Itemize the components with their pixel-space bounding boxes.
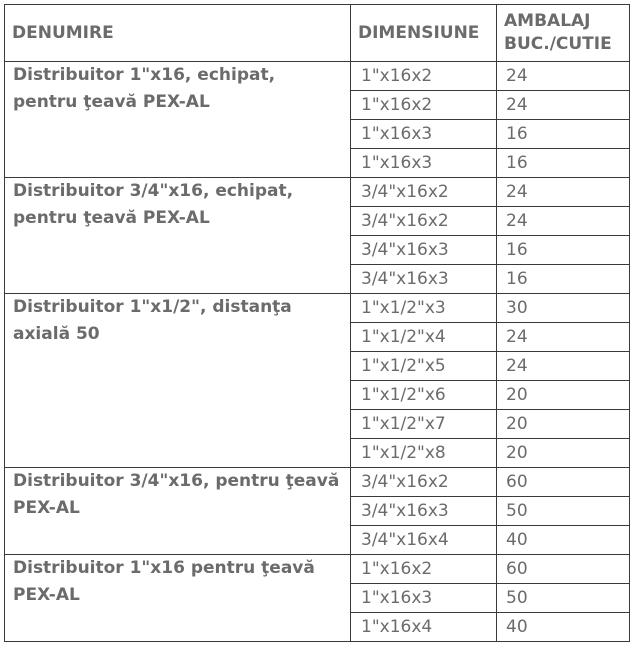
package-qty-cell: 60 (497, 555, 630, 584)
package-qty-cell: 16 (497, 236, 630, 265)
dimension-cell: 3/4"x16x2 (351, 178, 497, 207)
table-body (5, 62, 630, 642)
header-dimension: DIMENSIUNE (351, 5, 497, 62)
table-row (5, 178, 630, 207)
dimension-cell: 3/4"x16x3 (351, 265, 497, 294)
package-qty-cell: 24 (497, 91, 630, 120)
product-table (4, 4, 630, 642)
dimension-cell: 1"x16x2 (351, 91, 497, 120)
package-qty-cell: 20 (497, 410, 630, 439)
dimension-cell: 3/4"x16x2 (351, 207, 497, 236)
package-qty-cell: 40 (497, 613, 630, 642)
package-qty-cell: 16 (497, 120, 630, 149)
package-qty-cell: 30 (497, 294, 630, 323)
dimension-cell: 3/4"x16x3 (351, 497, 497, 526)
dimension-cell: 1"x1/2"x7 (351, 410, 497, 439)
package-qty-cell: 60 (497, 468, 630, 497)
package-qty-cell: 24 (497, 207, 630, 236)
dimension-cell: 1"x1/2"x5 (351, 352, 497, 381)
package-qty-cell: 50 (497, 584, 630, 613)
dimension-cell: 1"x16x3 (351, 584, 497, 613)
package-qty-cell: 24 (497, 178, 630, 207)
dimension-cell: 1"x16x2 (351, 62, 497, 91)
product-name: Distribuitor 3/4"x16, pentru ţeavă PEX-AL (5, 468, 351, 555)
package-qty-cell: 24 (497, 352, 630, 381)
product-name: Distribuitor 1"x16, echipat, pentru ţeavă PEX-AL (5, 62, 351, 178)
dimension-cell: 3/4"x16x4 (351, 526, 497, 555)
dimension-cell: 1"x1/2"x8 (351, 439, 497, 468)
package-qty-cell: 20 (497, 381, 630, 410)
header-package: AMBALAJ BUC./CUTIE (497, 5, 630, 62)
package-qty-cell: 40 (497, 526, 630, 555)
table-row (5, 62, 630, 91)
dimension-cell: 1"x16x3 (351, 149, 497, 178)
package-qty-cell: 16 (497, 265, 630, 294)
package-qty-cell: 20 (497, 439, 630, 468)
table-row (5, 468, 630, 497)
dimension-cell: 1"x16x3 (351, 120, 497, 149)
product-name: Distribuitor 1"x16 pentru ţeavă PEX-AL (5, 555, 351, 642)
dimension-cell: 3/4"x16x2 (351, 468, 497, 497)
dimension-cell: 3/4"x16x3 (351, 236, 497, 265)
product-name: Distribuitor 1"x1/2", distanţa axială 50 (5, 294, 351, 468)
package-qty-cell: 16 (497, 149, 630, 178)
product-name: Distribuitor 3/4"x16, echipat, pentru ţeavă PEX-AL (5, 178, 351, 294)
dimension-cell: 1"x1/2"x3 (351, 294, 497, 323)
dimension-cell: 1"x1/2"x6 (351, 381, 497, 410)
package-qty-cell: 24 (497, 62, 630, 91)
header-name: DENUMIRE (5, 5, 351, 62)
package-qty-cell: 50 (497, 497, 630, 526)
header-row (5, 5, 630, 62)
dimension-cell: 1"x1/2"x4 (351, 323, 497, 352)
table-row (5, 294, 630, 323)
package-qty-cell: 24 (497, 323, 630, 352)
dimension-cell: 1"x16x2 (351, 555, 497, 584)
table-row (5, 555, 630, 584)
dimension-cell: 1"x16x4 (351, 613, 497, 642)
